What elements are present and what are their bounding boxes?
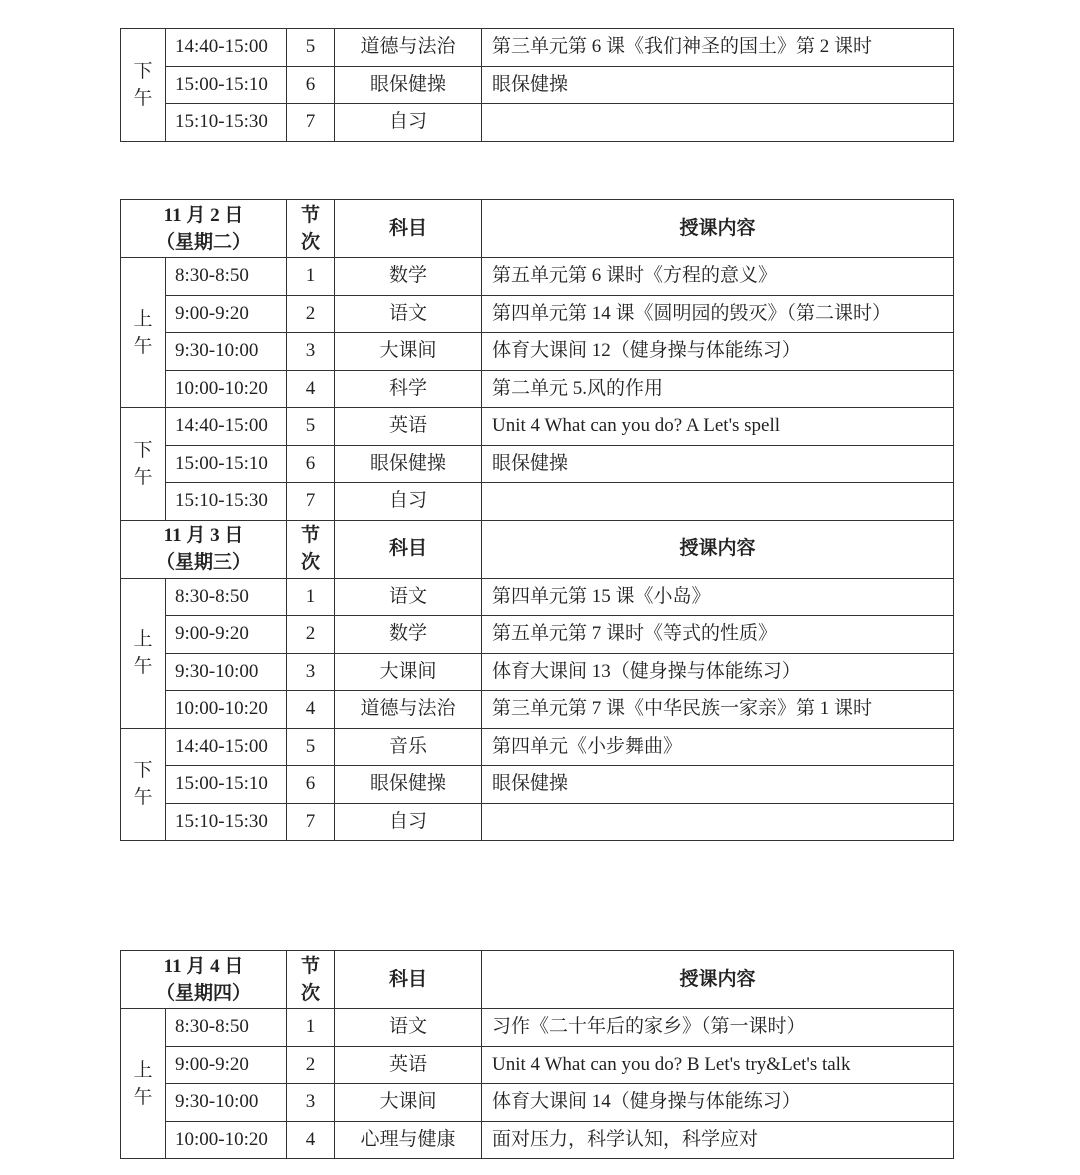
period-number-cell: 7 [287, 483, 335, 521]
table-row [121, 1084, 954, 1122]
time-cell: 15:00-15:10 [166, 445, 287, 483]
table-row [121, 578, 954, 616]
section-label: 下午 [133, 60, 153, 109]
period-number-cell: 1 [287, 1009, 335, 1047]
subject-cell: 英语 [335, 408, 482, 446]
table-row [121, 29, 954, 67]
table-row [121, 1121, 954, 1159]
section-label: 下午 [133, 760, 153, 809]
content-cell: 第三单元第 7 课《中华民族一家亲》第 1 课时 [482, 691, 954, 729]
section-label-cell [121, 258, 166, 408]
schedule-table-nov-2-3 [120, 199, 954, 841]
content-cell: 第二单元 5.风的作用 [482, 370, 954, 408]
content-cell: 眼保健操 [482, 66, 954, 104]
period-header-text: 节次 [301, 955, 321, 1004]
period-number-cell: 4 [287, 1121, 335, 1159]
period-number-cell: 1 [287, 578, 335, 616]
subject-cell: 语文 [335, 578, 482, 616]
content-cell [482, 803, 954, 841]
section-label: 上午 [133, 308, 153, 357]
section-label-cell [121, 578, 166, 728]
time-cell: 9:00-9:20 [166, 616, 287, 654]
content-cell: 第四单元《小步舞曲》 [482, 728, 954, 766]
table-row [121, 104, 954, 142]
date-label [156, 202, 251, 256]
period-number-cell: 2 [287, 616, 335, 654]
table-row [121, 1009, 954, 1047]
table-row [121, 691, 954, 729]
time-cell: 15:10-15:30 [166, 483, 287, 521]
weekday-text: （星期二） [156, 231, 252, 253]
period-number-cell: 7 [287, 104, 335, 142]
schedule-table-partial [120, 28, 954, 142]
period-number-cell: 2 [287, 295, 335, 333]
period-header-text: 节次 [301, 204, 321, 253]
content-cell: 第四单元第 14 课《圆明园的毁灭》（第二课时） [482, 295, 954, 333]
table-row [121, 333, 954, 371]
content-cell: 第五单元第 7 课时《等式的性质》 [482, 616, 954, 654]
time-cell: 14:40-15:00 [166, 728, 287, 766]
subject-cell: 语文 [335, 1009, 482, 1047]
column-header-period [287, 951, 335, 1009]
section-label-cell [121, 29, 166, 142]
subject-cell: 数学 [335, 258, 482, 296]
time-cell: 15:10-15:30 [166, 104, 287, 142]
subject-cell: 眼保健操 [335, 766, 482, 804]
table-row [121, 616, 954, 654]
period-header-text: 节次 [301, 525, 321, 573]
column-header-subject: 科目 [335, 200, 482, 258]
weekday-text: （星期四） [156, 982, 252, 1004]
subject-cell: 数学 [335, 616, 482, 654]
table-row [121, 445, 954, 483]
content-cell: 第五单元第 6 课时《方程的意义》 [482, 258, 954, 296]
period-number-cell: 3 [287, 333, 335, 371]
content-cell: 眼保健操 [482, 445, 954, 483]
period-number-cell: 1 [287, 258, 335, 296]
header-row [121, 200, 954, 258]
time-cell: 8:30-8:50 [166, 1009, 287, 1047]
content-cell: 面对压力，科学认知，科学应对 [482, 1121, 954, 1159]
section-label-cell [121, 408, 166, 521]
time-cell: 15:00-15:10 [166, 766, 287, 804]
date-label [156, 953, 251, 1007]
header-row [121, 520, 954, 578]
weekday-text: （星期三） [156, 552, 252, 573]
table-row [121, 728, 954, 766]
subject-cell: 道德与法治 [335, 691, 482, 729]
column-header-period [287, 520, 335, 578]
content-cell: 体育大课间 13（健身操与体能练习） [482, 653, 954, 691]
subject-cell: 大课间 [335, 653, 482, 691]
subject-cell: 音乐 [335, 728, 482, 766]
table-row [121, 258, 954, 296]
table-row [121, 653, 954, 691]
content-cell: 习作《二十年后的家乡》（第一课时） [482, 1009, 954, 1047]
column-header-period [287, 200, 335, 258]
table-row [121, 766, 954, 804]
date-text: 11 月 2 日 [163, 204, 244, 226]
subject-cell: 英语 [335, 1046, 482, 1084]
column-header-subject: 科目 [335, 520, 482, 578]
section-label: 上午 [133, 629, 153, 677]
subject-cell: 大课间 [335, 333, 482, 371]
period-number-cell: 3 [287, 1084, 335, 1122]
time-cell: 9:30-10:00 [166, 1084, 287, 1122]
content-cell: 体育大课间 12（健身操与体能练习） [482, 333, 954, 371]
date-cell [121, 951, 287, 1009]
subject-cell: 大课间 [335, 1084, 482, 1122]
time-cell: 9:00-9:20 [166, 295, 287, 333]
section-label: 下午 [133, 439, 153, 488]
period-number-cell: 7 [287, 803, 335, 841]
time-cell: 8:30-8:50 [166, 258, 287, 296]
period-number-cell: 4 [287, 370, 335, 408]
subject-cell: 道德与法治 [335, 29, 482, 67]
section-label: 上午 [133, 1059, 153, 1108]
content-cell: 体育大课间 14（健身操与体能练习） [482, 1084, 954, 1122]
time-cell: 10:00-10:20 [166, 691, 287, 729]
subject-cell: 自习 [335, 104, 482, 142]
content-cell [482, 483, 954, 521]
subject-cell: 自习 [335, 803, 482, 841]
time-cell: 9:30-10:00 [166, 333, 287, 371]
content-cell [482, 104, 954, 142]
section-label-cell [121, 1009, 166, 1159]
date-cell [121, 200, 287, 258]
time-cell: 9:00-9:20 [166, 1046, 287, 1084]
date-cell [121, 520, 287, 578]
table-row [121, 1046, 954, 1084]
period-number-cell: 4 [287, 691, 335, 729]
date-text: 11 月 3 日 [163, 525, 244, 546]
column-header-content: 授课内容 [482, 520, 954, 578]
time-cell: 9:30-10:00 [166, 653, 287, 691]
period-number-cell: 5 [287, 29, 335, 67]
subject-cell: 心理与健康 [335, 1121, 482, 1159]
content-cell: 眼保健操 [482, 766, 954, 804]
period-number-cell: 6 [287, 66, 335, 104]
content-cell: 第三单元第 6 课《我们神圣的国土》第 2 课时 [482, 29, 954, 67]
table-row [121, 66, 954, 104]
table-row [121, 408, 954, 446]
section-label-cell [121, 728, 166, 841]
time-cell: 14:40-15:00 [166, 29, 287, 67]
period-number-cell: 2 [287, 1046, 335, 1084]
content-cell: Unit 4 What can you do? A Let's spell [482, 408, 954, 446]
subject-cell: 科学 [335, 370, 482, 408]
period-number-cell: 3 [287, 653, 335, 691]
time-cell: 14:40-15:00 [166, 408, 287, 446]
date-text: 11 月 4 日 [163, 955, 244, 977]
content-cell: 第四单元第 15 课《小岛》 [482, 578, 954, 616]
table-row [121, 483, 954, 521]
time-cell: 8:30-8:50 [166, 578, 287, 616]
date-label [156, 522, 251, 576]
subject-cell: 自习 [335, 483, 482, 521]
header-row [121, 951, 954, 1009]
content-cell: Unit 4 What can you do? B Let's try&Let's talk [482, 1046, 954, 1084]
time-cell: 15:00-15:10 [166, 66, 287, 104]
subject-cell: 眼保健操 [335, 445, 482, 483]
time-cell: 10:00-10:20 [166, 1121, 287, 1159]
column-header-content: 授课内容 [482, 200, 954, 258]
period-number-cell: 5 [287, 408, 335, 446]
subject-cell: 眼保健操 [335, 66, 482, 104]
column-header-content: 授课内容 [482, 951, 954, 1009]
schedule-table-nov-4 [120, 950, 954, 1159]
column-header-subject: 科目 [335, 951, 482, 1009]
time-cell: 15:10-15:30 [166, 803, 287, 841]
time-cell: 10:00-10:20 [166, 370, 287, 408]
table-row [121, 370, 954, 408]
period-number-cell: 6 [287, 766, 335, 804]
table-row [121, 295, 954, 333]
period-number-cell: 5 [287, 728, 335, 766]
subject-cell: 语文 [335, 295, 482, 333]
period-number-cell: 6 [287, 445, 335, 483]
table-row [121, 803, 954, 841]
